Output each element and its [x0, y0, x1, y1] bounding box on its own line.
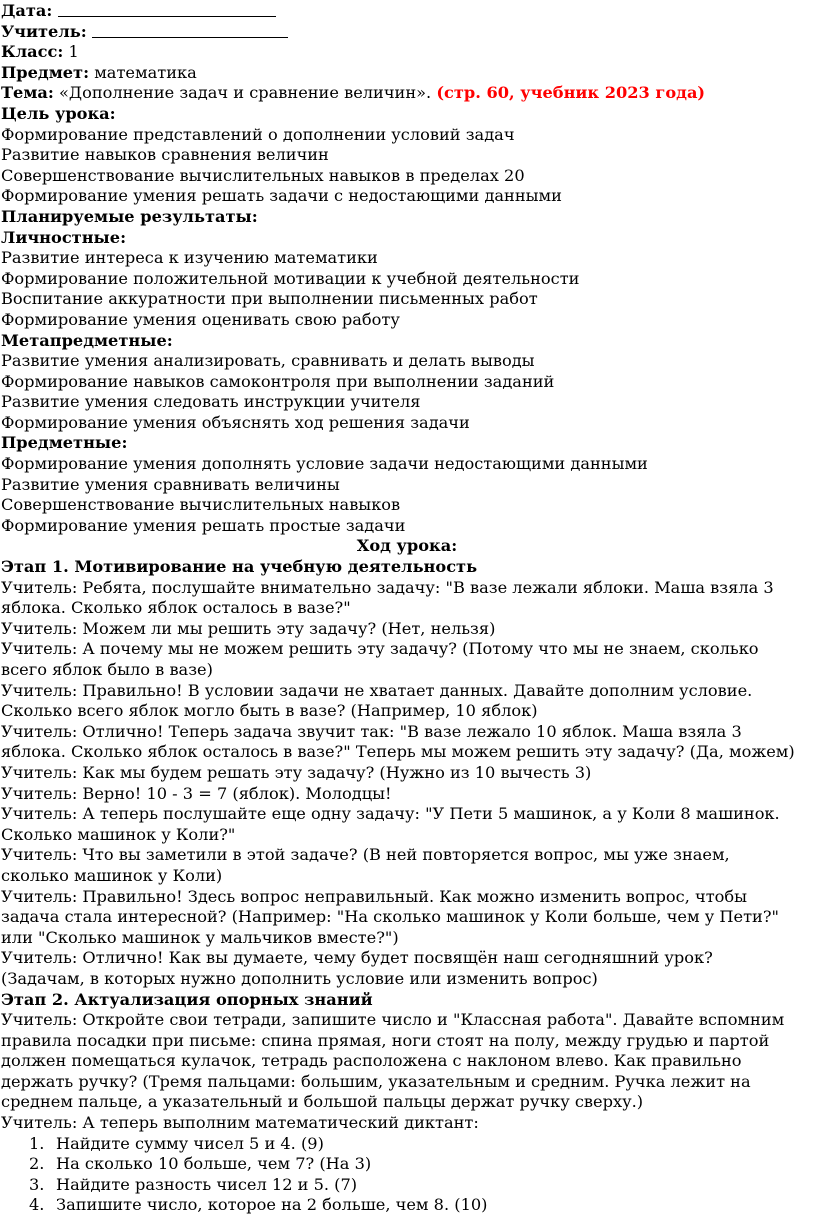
list-item — [1, 1154, 813, 1175]
meta-result-item: Развитие умения следовать инструкции учителя — [1, 392, 421, 412]
class-value: 1 — [68, 42, 79, 62]
topic-line — [1, 83, 813, 104]
stage1-line: Учитель: Правильно! В условии задачи не хватает данных. Давайте дополним условие. — [1, 680, 753, 700]
stage2-line: Учитель: Откройте свои тетради, запишите число и "Классная работа". Давайте вспомним — [1, 1010, 785, 1030]
stage2-heading: Этап 2. Актуализация опорных знаний — [1, 989, 373, 1009]
goal-item: Формирование умения решать задачи с недостающими данными — [1, 186, 562, 206]
subject-result-item: Развитие умения сравнивать величины — [1, 474, 340, 494]
list-item-number: 3. — [29, 1174, 45, 1194]
personal-result-item: Воспитание аккуратности при выполнении письменных работ — [1, 289, 538, 309]
stage2-line: держать ручку? (Тремя пальцами: большим, указательным и средним. Ручка лежит на — [1, 1071, 751, 1091]
meta-result-item: Формирование навыков самоконтроля при выполнении заданий — [1, 371, 555, 391]
results-heading: Планируемые результаты: — [1, 206, 258, 226]
personal-result-item: Развитие интереса к изучению математики — [1, 248, 378, 268]
date-blank — [58, 2, 276, 17]
stage1-line: Учитель: А теперь послушайте еще одну задачу: "У Пети 5 машинок, а у Коли 8 машинок. — [1, 804, 780, 824]
list-item-number: 1. — [29, 1133, 45, 1153]
list-item-number: 4. — [29, 1195, 45, 1215]
list-item-text: Найдите разность чисел 12 и 5. (7) — [56, 1174, 358, 1194]
meta-result-item: Формирование умения объяснять ход решения задачи — [1, 412, 470, 432]
goal-item: Развитие навыков сравнения величин — [1, 145, 329, 165]
list-item-text: Запишите число, которое на 2 больше, чем 8. (10) — [56, 1195, 488, 1215]
teacher-label: Учитель: — [1, 21, 87, 41]
meta-results-heading: Метапредметные: — [1, 330, 173, 350]
stage1-line: Учитель: Правильно! Здесь вопрос неправильный. Как можно изменить вопрос, чтобы — [1, 886, 748, 906]
subject-result-item: Формирование умения дополнять условие задачи недостающими данными — [1, 454, 648, 474]
meta-result-item: Развитие умения анализировать, сравнивать и делать выводы — [1, 351, 535, 371]
stage1-line: Учитель: Что вы заметили в этой задаче? (В ней повторяется вопрос, мы уже знаем, — [1, 845, 730, 865]
stage1-line: Учитель: Отлично! Как вы думаете, чему будет посвящён наш сегодняшний урок? — [1, 948, 713, 968]
topic-source: (стр. 60, учебник 2023 года) — [436, 83, 706, 103]
stage2-line: Учитель: А теперь выполним математический диктант: — [1, 1113, 479, 1133]
stage1-line: яблока. Сколько яблок осталось в вазе?" — [1, 598, 351, 618]
class-line — [1, 42, 813, 63]
stage1-line: или "Сколько машинок у мальчиков вместе?") — [1, 927, 399, 947]
list-item-text: Найдите сумму чисел 5 и 4. (9) — [56, 1133, 324, 1153]
stage2-line: должен помещаться кулачок, тетрадь расположена с наклоном влево. Как правильно — [1, 1051, 742, 1071]
stage1-line: яблока. Сколько яблок осталось в вазе?" Теперь мы можем решить эту задачу? (Да, можем) — [1, 742, 795, 762]
stage1-line: всего яблок было в вазе) — [1, 660, 213, 679]
stage1-line: Учитель: Как мы будем решать эту задачу? (Нужно из 10 вычесть 3) — [1, 762, 592, 782]
personal-result-item: Формирование умения оценивать свою работу — [1, 309, 400, 329]
stage1-line: Учитель: Верно! 10 - 3 = 7 (яблок). Молодцы! — [1, 783, 392, 803]
stage1-line: Учитель: Ребята, послушайте внимательно задачу: "В вазе лежали яблоки. Маша взяла 3 — [1, 577, 774, 597]
topic-label: Тема: — [1, 83, 54, 103]
stage2-line: правила посадки при письме: спина прямая, ноги стоят на полу, между грудью и партой — [1, 1030, 770, 1050]
personal-result-item: Формирование положительной мотивации к учебной деятельности — [1, 268, 580, 288]
class-label: Класс: — [1, 42, 64, 62]
list-item — [1, 1175, 813, 1196]
list-item-text: На сколько 10 больше, чем 7? (На 3) — [56, 1154, 372, 1174]
stage1-heading: Этап 1. Мотивирование на учебную деятельность — [1, 557, 478, 577]
stage2-line: среднем пальце, а указательный и большой пальцы держат ручку сверху.) — [1, 1092, 644, 1112]
topic-value: «Дополнение задач и сравнение величин». — [59, 83, 432, 103]
goal-item: Формирование представлений о дополнении условий задач — [1, 124, 515, 144]
stage1-line: Учитель: А почему мы не можем решить эту задачу? (Потому что мы не знаем, сколько — [1, 639, 759, 659]
date-line — [1, 1, 813, 22]
list-item-number: 2. — [29, 1154, 45, 1174]
stage1-line: (Задачам, в которых нужно дополнить условие или изменить вопрос) — [1, 968, 598, 988]
stage1-line: Учитель: Можем ли мы решить эту задачу? (Нет, нельзя) — [1, 618, 496, 638]
goals-heading: Цель урока: — [1, 103, 116, 123]
subject-results-heading: Предметные: — [1, 433, 128, 453]
subject-result-item: Формирование умения решать простые задачи — [1, 515, 406, 535]
lesson-plan-document — [1, 1, 813, 1216]
stage1-line: Учитель: Отлично! Теперь задача звучит так: "В вазе лежало 10 яблок. Маша взяла 3 — [1, 721, 742, 741]
lesson-heading: Ход урока: — [356, 536, 458, 556]
stage1-line: задача стала интересной? (Например: "На сколько машинок у Коли больше, чем у Пети?" — [1, 907, 779, 927]
list-item — [1, 1195, 813, 1216]
date-label: Дата: — [1, 1, 53, 20]
stage1-line: Сколько всего яблок могло быть в вазе? (Например, 10 яблок) — [1, 701, 538, 721]
subject-label: Предмет: — [1, 62, 90, 82]
stage1-line: сколько машинок у Коли) — [1, 865, 223, 885]
teacher-blank — [92, 23, 288, 38]
teacher-line — [1, 22, 813, 43]
dictation-list — [1, 1134, 813, 1216]
subject-value: математика — [94, 62, 197, 82]
subject-result-item: Совершенствование вычислительных навыков — [1, 495, 401, 515]
personal-results-heading: Личностные: — [1, 227, 127, 247]
list-item — [1, 1134, 813, 1155]
stage1-line: Сколько машинок у Коли?" — [1, 824, 236, 844]
goal-item: Совершенствование вычислительных навыков в пределах 20 — [1, 165, 525, 185]
subject-line — [1, 63, 813, 84]
